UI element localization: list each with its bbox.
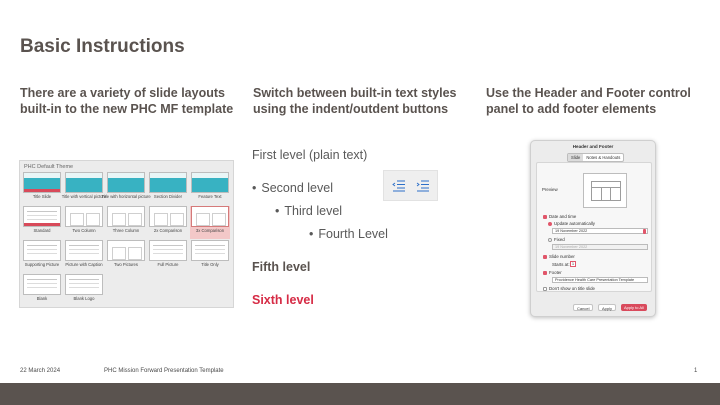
layout-item[interactable]: [64, 206, 104, 239]
checkbox-checked-icon[interactable]: [543, 271, 547, 275]
layout-item[interactable]: [22, 274, 62, 307]
sixth-level-text: Sixth level: [252, 293, 314, 307]
indent-outdent-toolbar: [383, 170, 438, 201]
apply-button[interactable]: Apply: [598, 304, 616, 311]
starts-at-row: [552, 262, 570, 267]
page-number: 1: [694, 368, 698, 374]
bullet: •: [252, 181, 257, 195]
apply-to-all-button[interactable]: Apply to All: [621, 304, 647, 311]
layout-item[interactable]: [106, 206, 146, 239]
column-heading-text-styles: Switch between built-in text styles using the indent/outdent buttons: [253, 86, 457, 116]
update-automatically-option[interactable]: [548, 221, 595, 226]
layout-item[interactable]: [101, 172, 151, 205]
layout-item[interactable]: [61, 172, 107, 205]
dont-show-label: Don't show on title slide: [549, 286, 595, 291]
date-format-select[interactable]: 19 November 2022: [552, 228, 648, 234]
third-level-label: Third level: [284, 204, 343, 218]
date-time-option[interactable]: [543, 214, 576, 219]
layout-item-label: Two Pictures: [114, 262, 138, 267]
layout-item[interactable]: [148, 172, 188, 205]
layout-item-label: Title Slide: [32, 194, 52, 199]
layout-teal-red-thumbnail: [23, 172, 61, 193]
footer-label: Footer: [549, 270, 562, 275]
fixed-date-field[interactable]: 19 November 2022: [552, 244, 648, 250]
layout-item-label: Title Only: [201, 262, 219, 267]
radio-selected-icon[interactable]: [548, 222, 552, 226]
tab-slide[interactable]: Slide: [568, 154, 583, 161]
checkbox-checked-icon[interactable]: [543, 215, 547, 219]
layout-picture-thumbnail: [65, 240, 103, 261]
footer-text-input[interactable]: Providence Health Care Presentation Template: [552, 277, 648, 283]
cancel-button[interactable]: Cancel: [573, 304, 593, 311]
fixed-label: Fixed: [554, 237, 565, 242]
layout-item-label: Standard: [33, 228, 51, 233]
layout-item[interactable]: [148, 206, 188, 239]
footer-band: [0, 383, 720, 405]
layout-item-label: 3x Comparison: [195, 228, 225, 233]
fourth-level-label: Fourth Level: [318, 227, 388, 241]
layout-item[interactable]: [190, 206, 230, 239]
fifth-level-text: Fifth level: [252, 260, 311, 274]
layout-full-picture-thumbnail: [149, 240, 187, 261]
second-level-text: [252, 181, 333, 195]
layout-item[interactable]: [190, 172, 230, 205]
slide-number-label: Slide number: [549, 254, 575, 259]
bullet: •: [309, 227, 314, 241]
layout-title-only-thumbnail: [191, 240, 229, 261]
layout-teal-thumbnail: [191, 172, 229, 193]
fixed-option[interactable]: [548, 237, 565, 242]
footer-option[interactable]: [543, 270, 562, 275]
slide-title: Basic Instructions: [20, 36, 185, 57]
layout-two-pictures-thumbnail: [107, 240, 145, 261]
radio-unselected-icon[interactable]: [548, 238, 552, 242]
layout-teal-thumbnail: [65, 172, 103, 193]
column-heading-header-footer: Use the Header and Footer control panel to add footer elements: [486, 86, 691, 116]
chevron-down-icon[interactable]: [643, 229, 646, 234]
date-time-label: Date and time: [549, 214, 577, 219]
preview-label: Preview: [542, 187, 558, 192]
layout-item-label: 2x Comparison: [153, 228, 183, 233]
layout-picture-thumbnail: [23, 240, 61, 261]
second-level-label: Second level: [261, 181, 333, 195]
layout-item-label: Title with horizontal picture: [101, 194, 151, 199]
starts-at-label: Starts at:: [552, 262, 570, 267]
column-heading-layouts: There are a variety of slide layouts built-in to the new PHC MF template: [20, 86, 234, 116]
layout-item[interactable]: [106, 240, 146, 273]
layout-item[interactable]: [64, 274, 104, 307]
layout-item-label: Blank: [36, 296, 48, 301]
fourth-level-text: [309, 227, 388, 241]
outdent-icon[interactable]: [392, 180, 406, 192]
layout-item-label: Section Divider: [153, 194, 183, 199]
dialog-tabs: [567, 153, 624, 162]
layout-teal-thumbnail: [149, 172, 187, 193]
layout-teal-thumbnail: [107, 172, 145, 193]
layout-item-label: Three Column: [112, 228, 140, 233]
bullet: •: [275, 204, 280, 218]
footer-date: 22 March 2024: [20, 368, 61, 374]
slide-number-option[interactable]: [543, 254, 575, 259]
layout-gallery: [19, 160, 234, 308]
layout-blank-thumbnail: [23, 274, 61, 295]
layout-blank-logo-thumbnail: [65, 274, 103, 295]
dont-show-title-option[interactable]: [543, 286, 595, 291]
layout-item-label: Picture with Caption: [65, 262, 103, 267]
layout-plain-red-thumbnail: [23, 206, 61, 227]
layout-gallery-header: PHC Default Theme: [24, 164, 74, 170]
layout-item[interactable]: [64, 240, 104, 273]
layout-item[interactable]: [22, 240, 62, 273]
layout-item-label: Supporting Picture: [24, 262, 60, 267]
layout-item-label: Full Picture: [157, 262, 179, 267]
layout-item-label: Two Column: [72, 228, 96, 233]
layout-item[interactable]: [22, 206, 62, 239]
layout-item[interactable]: [22, 172, 62, 205]
header-footer-dialog: [530, 140, 656, 317]
dialog-title: Header and Footer: [572, 144, 614, 149]
layout-item-label: Feature Text: [198, 194, 222, 199]
layout-item[interactable]: [190, 240, 230, 273]
layout-item-label: Blank Logo: [73, 296, 95, 301]
dialog-content: [536, 162, 652, 292]
footer-title: PHC Mission Forward Presentation Template: [104, 368, 224, 374]
checkbox-checked-icon[interactable]: [543, 255, 547, 259]
starts-at-input[interactable]: 1: [571, 261, 575, 266]
layout-grid: [22, 172, 233, 307]
preview-thumbnail: [583, 173, 627, 208]
first-level-text: First level (plain text): [252, 148, 368, 162]
layout-comparison-thumbnail: [191, 206, 229, 227]
layout-comparison-thumbnail: [149, 206, 187, 227]
indent-icon[interactable]: [416, 180, 430, 192]
layout-item[interactable]: [148, 240, 188, 273]
layout-item-label: Title with vertical picture: [61, 194, 107, 199]
tab-notes-handouts[interactable]: Notes & Handouts: [586, 155, 621, 160]
update-automatically-label: Update automatically: [554, 221, 596, 226]
layout-three-column-thumbnail: [107, 206, 145, 227]
checkbox-unchecked-icon[interactable]: [543, 287, 547, 291]
layout-two-column-thumbnail: [65, 206, 103, 227]
third-level-text: [275, 204, 342, 218]
